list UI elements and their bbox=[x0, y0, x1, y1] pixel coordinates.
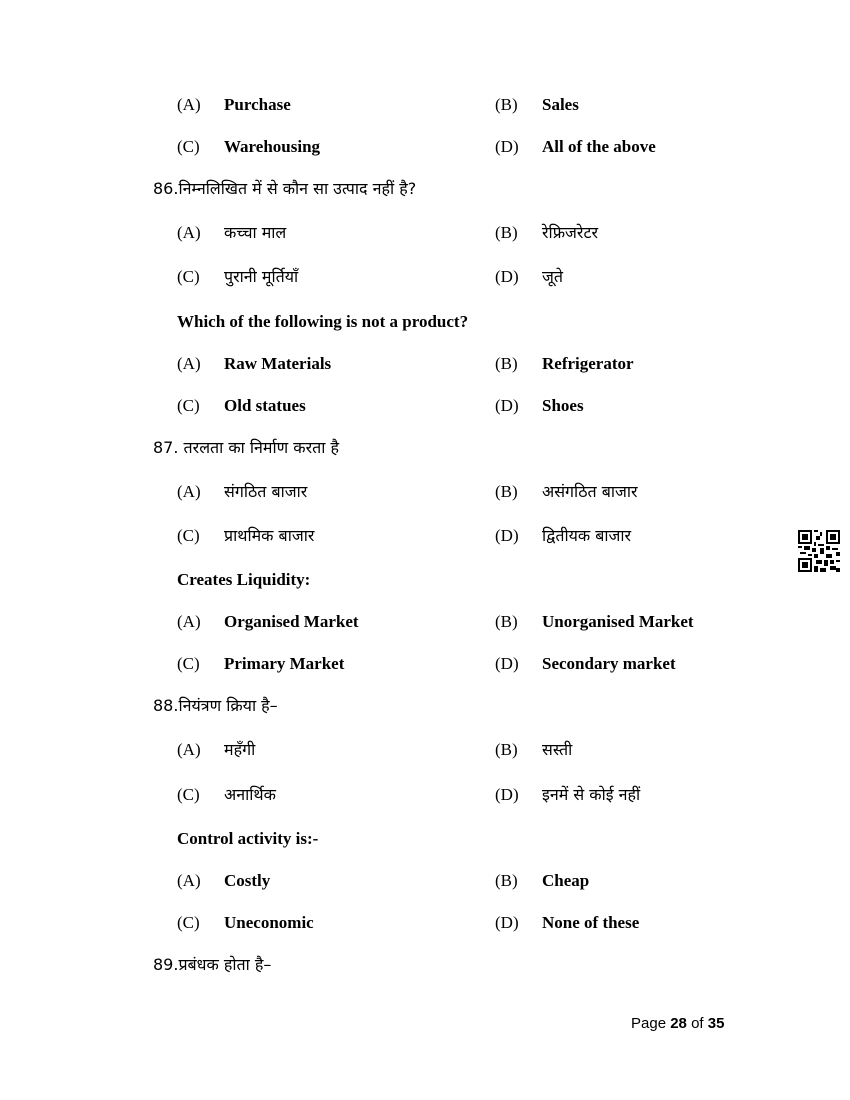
page-number bbox=[631, 1015, 724, 1032]
option-label-d: (D) bbox=[495, 267, 519, 286]
option-label-a: (A) bbox=[177, 871, 201, 890]
q85-option-b: Sales bbox=[542, 95, 579, 114]
q86-english-question: Which of the following is not a product? bbox=[177, 312, 469, 331]
option-label-a: (A) bbox=[177, 482, 201, 501]
q89-hindi-question: 89.प्रबंधक होता है– bbox=[153, 955, 272, 974]
qr-code-icon bbox=[798, 530, 840, 572]
q87-english-question: Creates Liquidity: bbox=[177, 570, 311, 589]
q86-hindi-option-b: रेफ्रिजरेटर bbox=[542, 223, 599, 242]
q86-english-option-d: Shoes bbox=[542, 396, 584, 415]
q85-option-d: All of the above bbox=[542, 137, 656, 156]
option-label-d: (D) bbox=[495, 137, 519, 156]
option-label-c: (C) bbox=[177, 913, 200, 932]
option-label-a: (A) bbox=[177, 223, 201, 242]
q88-hindi-question: 88.नियंत्रण क्रिया है– bbox=[153, 696, 278, 715]
q88-english-option-b: Cheap bbox=[542, 871, 590, 890]
q86-hindi-option-c: पुरानी मूर्तियाँ bbox=[224, 267, 299, 286]
q88-hindi-option-d: इनमें से कोई नहीं bbox=[542, 785, 641, 804]
option-label-b: (B) bbox=[495, 871, 518, 890]
q87-english-option-d: Secondary market bbox=[542, 654, 676, 673]
q87-english-option-c: Primary Market bbox=[224, 654, 345, 673]
option-label-d: (D) bbox=[495, 913, 519, 932]
page-word: Page bbox=[631, 1015, 667, 1032]
q87-hindi-option-d: द्वितीयक बाजार bbox=[542, 526, 632, 545]
q88-hindi-option-a: महँगी bbox=[224, 740, 256, 759]
option-label-b: (B) bbox=[495, 612, 518, 631]
q86-english-option-c: Old statues bbox=[224, 396, 306, 415]
option-label-b: (B) bbox=[495, 95, 518, 114]
q86-hindi-option-d: जूते bbox=[542, 267, 563, 286]
option-label-d: (D) bbox=[495, 654, 519, 673]
option-label-d: (D) bbox=[495, 396, 519, 415]
option-label-b: (B) bbox=[495, 354, 518, 373]
option-label-c: (C) bbox=[177, 267, 200, 286]
q86-english-option-a: Raw Materials bbox=[224, 354, 332, 373]
q87-english-option-a: Organised Market bbox=[224, 612, 359, 631]
option-label-c: (C) bbox=[177, 785, 200, 804]
q88-english-question: Control activity is:- bbox=[177, 829, 319, 848]
q87-english-option-b: Unorganised Market bbox=[542, 612, 694, 631]
option-label-a: (A) bbox=[177, 354, 201, 373]
option-label-b: (B) bbox=[495, 740, 518, 759]
q88-english-option-d: None of these bbox=[542, 913, 640, 932]
option-label-b: (B) bbox=[495, 482, 518, 501]
option-label-c: (C) bbox=[177, 526, 200, 545]
option-label-c: (C) bbox=[177, 396, 200, 415]
option-label-b: (B) bbox=[495, 223, 518, 242]
option-label-a: (A) bbox=[177, 612, 201, 631]
option-label-d: (D) bbox=[495, 526, 519, 545]
q87-hindi-question: 87. तरलता का निर्माण करता है bbox=[153, 438, 339, 457]
total-pages: 35 bbox=[707, 1015, 725, 1032]
option-label-d: (D) bbox=[495, 785, 519, 804]
q85-option-c: Warehousing bbox=[224, 137, 321, 156]
option-label-c: (C) bbox=[177, 137, 200, 156]
q88-hindi-option-c: अनार्थिक bbox=[224, 785, 276, 804]
q86-hindi-question: 86.निम्नलिखित में से कौन सा उत्पाद नहीं है? bbox=[153, 179, 417, 198]
q88-hindi-option-b: सस्ती bbox=[542, 740, 573, 759]
q86-hindi-option-a: कच्चा माल bbox=[224, 223, 287, 242]
option-label-a: (A) bbox=[177, 740, 201, 759]
q85-option-a: Purchase bbox=[224, 95, 291, 114]
of-word: of bbox=[691, 1015, 704, 1032]
q87-hindi-option-c: प्राथमिक बाजार bbox=[224, 526, 315, 545]
q86-english-option-b: Refrigerator bbox=[542, 354, 634, 373]
q88-english-option-c: Uneconomic bbox=[224, 913, 314, 932]
current-page: 28 bbox=[670, 1015, 687, 1032]
option-label-a: (A) bbox=[177, 95, 201, 114]
q87-hindi-option-a: संगठित बाजार bbox=[224, 482, 308, 501]
option-label-c: (C) bbox=[177, 654, 200, 673]
q88-english-option-a: Costly bbox=[224, 871, 271, 890]
q87-hindi-option-b: असंगठित बाजार bbox=[542, 482, 638, 501]
